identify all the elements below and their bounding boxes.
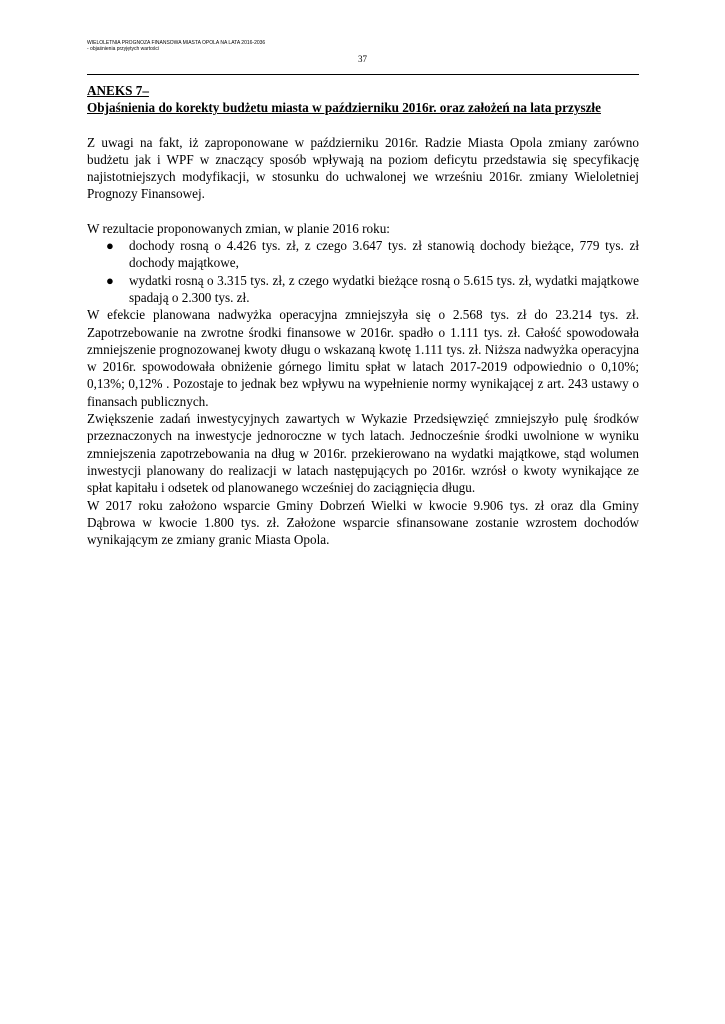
list-item-text: wydatki rosną o 3.315 tys. zł, z czego wydatki bieżące rosną o 5.615 tys. zł, wydatki majątkowe spadają o 2.300 tys. zł.	[129, 272, 639, 305]
paragraph-operating-surplus: W efekcie planowana nadwyżka operacyjna zmniejszyła się o 2.568 tys. zł do 23.214 tys. zł. Zapotrzebowanie na zwrotne środki finansowe w 2016r. spadło o 1.111 tys. zł. Całość spowodowała zmniejszenie prognozowanej kwoty długu o wskazaną kwotę 1.111 tys. zł. Niższa nadwyżka operacyjna w 2016r. spowodowała obniżenie górnego limitu spłat w latach 2017-2019 odpowiednio o 0,10%; 0,13%; 0,12% . Pozostaje to jednak bez wpływu na wypełnienie normy wynikającej z art. 243 ustawy o finansach publicznych.	[87, 307, 639, 409]
annex-subtitle: Objaśnienia do korekty budżetu miasta w październiku 2016r. oraz założeń na lata przyszłe	[87, 100, 601, 116]
page-number: 37	[358, 54, 367, 64]
paragraph-investments: Zwiększenie zadań inwestycyjnych zawartych w Wykazie Przedsięwzięć zmniejszyło pulę środków przeznaczonych na inwestycje jednoroczne w tych latach. Jednocześnie środki uwolnione w wyniku zmniejszenia zapotrzebowania na dług w 2016r. przekierowano na wydatki majątkowe, stąd wolumen inwestycji planowany do realizacji w latach następujących po 2016r. wzrósł o kwoty wynikające ze spłat kapitału i odsetek od planowanego wcześniej do zaciągnięcia długu.	[87, 411, 639, 496]
annex-title: ANEKS 7–	[87, 83, 149, 98]
bullet-icon: ●	[106, 272, 114, 288]
changes-list	[87, 237, 639, 306]
paragraph-changes-intro: W rezultacie proponowanych zmian, w planie 2016 roku:	[87, 220, 390, 236]
paragraph-municipal-support: W 2017 roku założono wsparcie Gminy Dobrzeń Wielki w kwocie 9.906 tys. zł oraz dla Gminy Dąbrowa w kwocie 1.800 tys. zł. Założone wsparcie sfinansowane zostanie wzrostem dochodów wynikającym ze zmiany granic Miasta Opola.	[87, 497, 639, 548]
bullet-icon: ●	[106, 238, 114, 254]
document-body	[87, 82, 639, 548]
running-header	[87, 40, 265, 52]
list-item	[87, 272, 639, 307]
list-item-text: dochody rosną o 4.426 tys. zł, z czego 3.647 tys. zł stanowią dochody bieżące, 779 tys. zł dochody majątkowe,	[129, 238, 639, 271]
paragraph-intro: Z uwagi na fakt, iż zaproponowane w październiku 2016r. Radzie Miasta Opola zmiany zarówno budżetu jak i WPF w znaczący sposób wpływają na poziom deficytu przedstawia się specyfikację najistotniejszych modyfikacji, w stosunku do uchwalonej we wrześniu 2016r. zmiany Wieloletniej Prognozy Finansowej.	[87, 134, 639, 202]
running-header-title: WIELOLETNIA PROGNOZA FINANSOWA MIASTA OPOLA NA LATA 2016-2036	[87, 40, 266, 46]
running-header-subtitle: - objaśnienia przyjętych wartości	[87, 46, 159, 52]
list-item	[87, 237, 639, 272]
header-divider	[87, 74, 639, 75]
